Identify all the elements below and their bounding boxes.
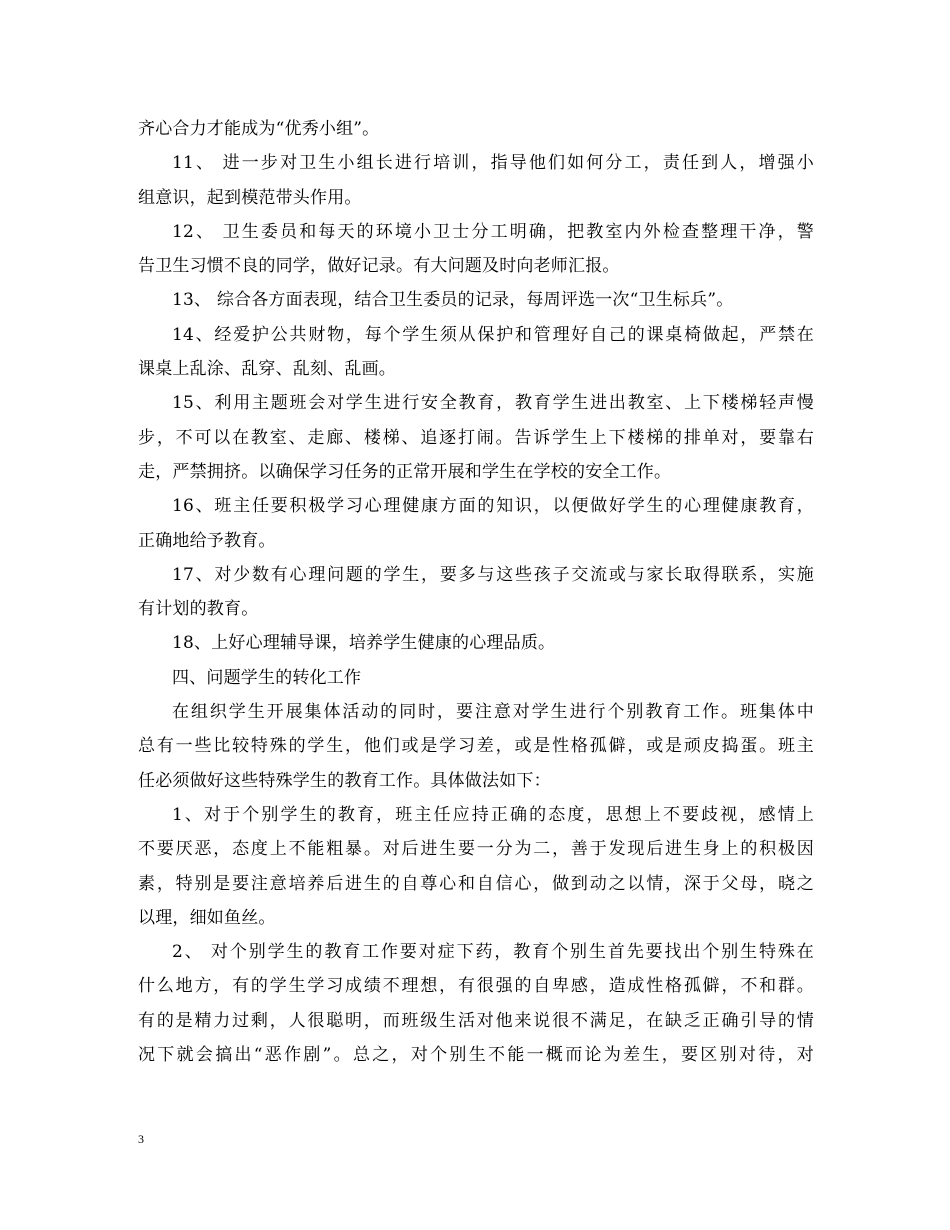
text-line: 有计划的教育。 xyxy=(138,599,259,620)
text-line: 总有一些比较特殊的学生，他们或是学习差，或是性格孤僻，或是顽皮捣蛋。班主 xyxy=(138,736,814,757)
text-line: 以理，细如鱼丝。 xyxy=(138,907,276,928)
text-line: 有的是精力过剩，人很聪明，而班级生活对他来说很不满足，在缺乏正确引导的情 xyxy=(138,1010,814,1031)
text-line: 步，不可以在教室、走廊、楼梯、追逐打闹。告诉学生上下楼梯的排单对，要靠右 xyxy=(138,427,814,448)
text-line: 四、问题学生的转化工作 xyxy=(172,667,362,688)
text-line: 15、利用主题班会对学生进行安全教育，教育学生进出教室、上下楼梯轻声慢 xyxy=(172,393,814,414)
text-line: 什么地方，有的学生学习成绩不理想，有很强的自卑感，造成性格孤僻，不和群。 xyxy=(138,976,814,997)
text-line: 12、 卫生委员和每天的环境小卫士分工明确，把教室内外检查整理干净，警 xyxy=(172,221,814,242)
document-body xyxy=(138,112,814,1072)
text-line: 18、上好心理辅导课，培养学生健康的心理品质。 xyxy=(172,633,556,654)
text-line: 任必须做好这些特殊学生的教育工作。具体做法如下： xyxy=(138,770,551,791)
text-line: 走，严禁拥挤。以确保学习任务的正常开展和学生在学校的安全工作。 xyxy=(138,461,672,482)
text-line: 13、 综合各方面表现，结合卫生委员的记录，每周评选一次“卫生标兵”。 xyxy=(172,290,734,311)
text-line: 不要厌恶，态度上不能粗暴。对后进生要一分为二，善于发现后进生身上的积极因 xyxy=(138,839,814,860)
page-number: 3 xyxy=(138,1132,144,1146)
text-line: 课桌上乱涂、乱穿、乱刻、乱画。 xyxy=(138,359,396,380)
text-line: 16、班主任要积极学习心理健康方面的知识，以便做好学生的心理健康教育， xyxy=(172,496,814,517)
text-line: 1、对于个别学生的教育，班主任应持正确的态度，思想上不要歧视，感情上 xyxy=(172,804,814,825)
text-line: 正确地给予教育。 xyxy=(138,530,276,551)
text-line: 17、对少数有心理问题的学生，要多与这些孩子交流或与家长取得联系，实施 xyxy=(172,564,814,585)
text-line: 告卫生习惯不良的同学，做好记录。有大问题及时向老师汇报。 xyxy=(138,256,620,277)
text-line: 齐心合力才能成为“优秀小组”。 xyxy=(138,119,380,139)
text-line: 14、经爱护公共财物，每个学生须从保护和管理好自己的课桌椅做起，严禁在 xyxy=(172,324,814,345)
text-line: 组意识，起到模范带头作用。 xyxy=(138,187,362,208)
text-line: 况下就会搞出“恶作剧”。总之，对个别生不能一概而论为差生，要区别对待，对 xyxy=(138,1045,814,1066)
text-line: 2、 对个别学生的教育工作要对症下药，教育个别生首先要找出个别生特殊在 xyxy=(172,942,814,963)
text-line: 素，特别是要注意培养后进生的自尊心和自信心，做到动之以情，深于父母，晓之 xyxy=(138,873,814,894)
text-line: 在组织学生开展集体活动的同时，要注意对学生进行个别教育工作。班集体中 xyxy=(172,702,814,723)
text-line: 11、 进一步对卫生小组长进行培训，指导他们如何分工，责任到人，增强小 xyxy=(172,153,814,174)
